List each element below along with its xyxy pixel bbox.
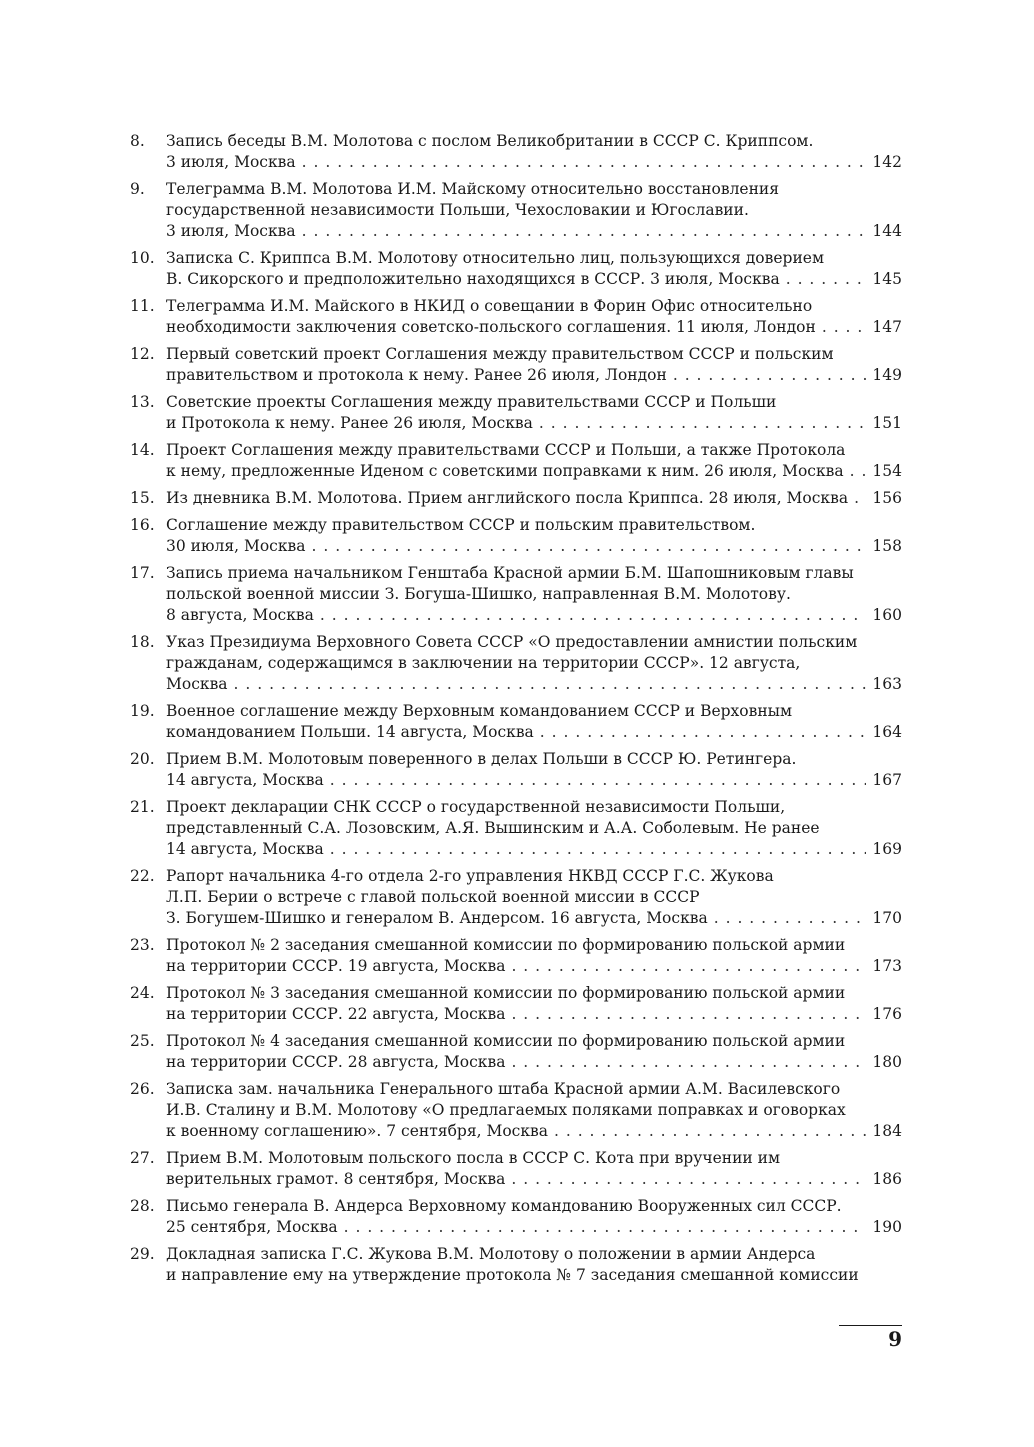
entry-title-tail: на территории СССР. 28 августа, Москва	[166, 1053, 506, 1071]
entry-body	[166, 488, 902, 509]
dot-leader	[330, 770, 866, 791]
entry-page-number: 163	[872, 675, 902, 693]
entry-body	[166, 1196, 902, 1238]
entry-body	[166, 797, 902, 860]
entry-title-tail: 3 июля, Москва	[166, 153, 296, 171]
dot-leader	[673, 365, 866, 386]
entry-number: 10.	[130, 249, 155, 267]
entry-number: 15.	[130, 489, 155, 507]
entry-title-tail: В. Сикорского и предположительно находящихся в СССР. 3 июля, Москва	[166, 270, 780, 288]
dot-leader	[302, 221, 866, 242]
entry-body	[166, 296, 902, 338]
dot-leader	[822, 317, 866, 338]
entry-page-number: 190	[872, 1218, 902, 1236]
entry-body	[166, 935, 902, 977]
entry-title-line: Записка зам. начальника Генерального штаба Красной армии А.М. Василевского	[166, 1080, 841, 1098]
entry-title-line: Письмо генерала В. Андерса Верховному командованию Вооруженных сил СССР.	[166, 1197, 842, 1215]
entry-last-line	[166, 1052, 902, 1073]
toc-entry	[130, 131, 902, 173]
entry-title-line: Л.П. Берии о встрече с главой польской военной миссии в СССР	[166, 888, 700, 906]
dot-leader	[234, 674, 866, 695]
entry-last-line	[166, 1004, 902, 1025]
entry-number: 12.	[130, 345, 155, 363]
toc-entry	[130, 179, 902, 242]
entry-title-tail: 3 июля, Москва	[166, 222, 296, 240]
entry-body	[166, 179, 902, 242]
entry-title-tail: 8 августа, Москва	[166, 606, 314, 624]
entry-body	[166, 1079, 902, 1142]
dot-leader	[302, 152, 866, 173]
entry-number: 28.	[130, 1197, 155, 1215]
entry-number: 18.	[130, 633, 155, 651]
dot-leader	[511, 1004, 866, 1025]
entry-title-line: гражданам, содержащимся в заключении на территории СССР». 12 августа,	[166, 654, 801, 672]
entry-last-line	[166, 956, 902, 977]
dot-leader	[330, 839, 866, 860]
entry-last-line	[166, 488, 902, 509]
entry-number: 22.	[130, 867, 155, 885]
dot-leader	[312, 536, 867, 557]
dot-leader	[786, 269, 866, 290]
entry-last-line	[166, 1121, 902, 1142]
entry-last-line	[166, 722, 902, 743]
entry-title-tail: 25 сентября, Москва	[166, 1218, 338, 1236]
entry-title-line: И.В. Сталину и В.М. Молотову «О предлагаемых поляками поправках и оговорках	[166, 1101, 846, 1119]
entry-page-number: 176	[872, 1005, 902, 1023]
entry-title-tail: 14 августа, Москва	[166, 771, 324, 789]
entry-number: 17.	[130, 564, 155, 582]
entry-last-line	[166, 221, 902, 242]
entry-title-tail: необходимости заключения советско-польского соглашения. 11 июля, Лондон	[166, 318, 816, 336]
entry-body	[166, 248, 902, 290]
entry-title-tail: 30 июля, Москва	[166, 537, 306, 555]
entry-number: 24.	[130, 984, 155, 1002]
dot-leader	[854, 488, 866, 509]
dot-leader	[511, 1169, 866, 1190]
entry-title-line: Проект декларации СНК СССР о государственной независимости Польши,	[166, 798, 786, 816]
entry-body	[166, 983, 902, 1025]
entry-title-tail: на территории СССР. 19 августа, Москва	[166, 957, 506, 975]
entry-title-line: Прием В.М. Молотовым польского посла в СССР С. Кота при вручении им	[166, 1149, 781, 1167]
entry-number: 23.	[130, 936, 155, 954]
entry-title-tail: верительных грамот. 8 сентября, Москва	[166, 1170, 506, 1188]
entry-title-tail: к нему, предложенные Иденом с советскими поправками к ним. 26 июля, Москва	[166, 462, 844, 480]
entry-title-line: Докладная записка Г.С. Жукова В.М. Молотову о положении в армии Андерса	[166, 1245, 816, 1263]
entry-page-number: 145	[872, 270, 902, 288]
entry-page-number: 144	[872, 222, 902, 240]
entry-page-number: 167	[872, 771, 902, 789]
entry-title-line: Протокол № 3 заседания смешанной комиссии по формированию польской армии	[166, 984, 846, 1002]
entry-page-number: 160	[872, 606, 902, 624]
entry-number: 20.	[130, 750, 155, 768]
table-of-contents	[130, 131, 902, 1292]
entry-title-line: и направление ему на утверждение протокола № 7 заседания смешанной комиссии	[166, 1266, 859, 1284]
toc-entry	[130, 701, 902, 743]
entry-number: 27.	[130, 1149, 155, 1167]
entry-title-tail: и Протокола к нему. Ранее 26 июля, Москва	[166, 414, 533, 432]
entry-body	[166, 344, 902, 386]
entry-title-tail: 14 августа, Москва	[166, 840, 324, 858]
entry-body	[166, 440, 902, 482]
toc-entry	[130, 248, 902, 290]
entry-title-line: Военное соглашение между Верховным командованием СССР и Верховным	[166, 702, 793, 720]
entry-title-line: Указ Президиума Верховного Совета СССР «О предоставлении амнистии польским	[166, 633, 858, 651]
entry-title-line: Проект Соглашения между правительствами СССР и Польши, а также Протокола	[166, 441, 846, 459]
toc-entry	[130, 440, 902, 482]
entry-page-number: 158	[872, 537, 902, 555]
toc-entry	[130, 392, 902, 434]
toc-entry	[130, 296, 902, 338]
entry-body	[166, 392, 902, 434]
entry-title-line: Телеграмма И.М. Майского в НКИД о совещании в Форин Офис относительно	[166, 297, 813, 315]
dot-leader	[344, 1217, 866, 1238]
entry-page-number: 164	[872, 723, 902, 741]
entry-title-line: Запись беседы В.М. Молотова с послом Великобритании в СССР С. Криппсом.	[166, 132, 814, 150]
entry-number: 21.	[130, 798, 155, 816]
dot-leader	[511, 956, 866, 977]
dot-leader	[850, 461, 866, 482]
entry-title-line: Советские проекты Соглашения между правительствами СССР и Польши	[166, 393, 777, 411]
entry-title-line: Первый советский проект Соглашения между правительством СССР и польским	[166, 345, 834, 363]
entry-title-line: Запись приема начальником Генштаба Красной армии Б.М. Шапошниковым главы	[166, 564, 854, 582]
toc-entry	[130, 488, 902, 509]
entry-title-line: представленный С.А. Лозовским, А.Я. Вышинским и А.А. Соболевым. Не ранее	[166, 819, 820, 837]
entry-page-number: 149	[872, 366, 902, 384]
footer-rule	[839, 1325, 902, 1326]
dot-leader	[539, 413, 866, 434]
entry-last-line	[166, 269, 902, 290]
entry-body	[166, 131, 902, 173]
entry-number: 26.	[130, 1080, 155, 1098]
page-number: 9	[888, 1327, 902, 1351]
entry-number: 13.	[130, 393, 155, 411]
entry-number: 29.	[130, 1245, 155, 1263]
toc-entry	[130, 632, 902, 695]
entry-number: 25.	[130, 1032, 155, 1050]
toc-entry	[130, 935, 902, 977]
entry-body	[166, 866, 902, 929]
toc-entry	[130, 515, 902, 557]
entry-last-line	[166, 908, 902, 929]
dot-leader	[320, 605, 866, 626]
entry-page-number: 154	[872, 462, 902, 480]
entry-number: 19.	[130, 702, 155, 720]
entry-last-line	[166, 674, 902, 695]
toc-entry	[130, 749, 902, 791]
toc-entry	[130, 1031, 902, 1073]
entry-last-line	[166, 1217, 902, 1238]
entry-title-line: Прием В.М. Молотовым поверенного в делах Польши в СССР Ю. Ретингера.	[166, 750, 797, 768]
toc-entry	[130, 563, 902, 626]
dot-leader	[511, 1052, 866, 1073]
entry-title-tail: к военному соглашению». 7 сентября, Москва	[166, 1122, 548, 1140]
entry-number: 8.	[130, 132, 145, 150]
entry-page-number: 169	[872, 840, 902, 858]
entry-last-line	[166, 605, 902, 626]
entry-title-line: Протокол № 4 заседания смешанной комиссии по формированию польской армии	[166, 1032, 846, 1050]
entry-title-line: Протокол № 2 заседания смешанной комиссии по формированию польской армии	[166, 936, 846, 954]
entry-last-line	[166, 536, 902, 557]
entry-page-number: 186	[872, 1170, 902, 1188]
entry-number: 11.	[130, 297, 155, 315]
entry-page-number: 156	[872, 489, 902, 507]
toc-entry	[130, 1244, 902, 1286]
entry-number: 9.	[130, 180, 145, 198]
entry-title-line: Записка С. Криппса В.М. Молотову относительно лиц, пользующихся доверием	[166, 249, 825, 267]
entry-page-number: 173	[872, 957, 902, 975]
entry-last-line	[166, 770, 902, 791]
toc-entry	[130, 344, 902, 386]
entry-body	[166, 563, 902, 626]
toc-entry	[130, 797, 902, 860]
entry-title-tail: правительством и протокола к нему. Ранее 26 июля, Лондон	[166, 366, 667, 384]
entry-body	[166, 1244, 902, 1286]
entry-title-line: государственной независимости Польши, Чехословакии и Югославии.	[166, 201, 749, 219]
entry-last-line	[166, 152, 902, 173]
entry-title-tail: командованием Польши. 14 августа, Москва	[166, 723, 534, 741]
entry-last-line	[166, 365, 902, 386]
entry-last-line	[166, 317, 902, 338]
entry-page-number: 147	[872, 318, 902, 336]
entry-body	[166, 515, 902, 557]
entry-number: 14.	[130, 441, 155, 459]
entry-body	[166, 632, 902, 695]
entry-number: 16.	[130, 516, 155, 534]
entry-title-line: Телеграмма В.М. Молотова И.М. Майскому относительно восстановления	[166, 180, 780, 198]
entry-title-line: Соглашение между правительством СССР и польским правительством.	[166, 516, 756, 534]
entry-page-number: 180	[872, 1053, 902, 1071]
entry-body	[166, 749, 902, 791]
entry-title-tail: Москва	[166, 675, 228, 693]
entry-body	[166, 1031, 902, 1073]
entry-page-number: 151	[872, 414, 902, 432]
dot-leader	[540, 722, 866, 743]
entry-title-tail: Из дневника В.М. Молотова. Прием английского посла Криппса. 28 июля, Москва	[166, 489, 849, 507]
entry-last-line	[166, 461, 902, 482]
dot-leader	[714, 908, 866, 929]
toc-entry	[130, 1196, 902, 1238]
toc-entry	[130, 1148, 902, 1190]
entry-body	[166, 1148, 902, 1190]
entry-title-line: польской военной миссии З. Богуша-Шишко, направленная В.М. Молотову.	[166, 585, 791, 603]
entry-title-tail: З. Богушем-Шишко и генералом В. Андерсом. 16 августа, Москва	[166, 909, 708, 927]
entry-page-number: 184	[872, 1122, 902, 1140]
entry-page-number: 170	[872, 909, 902, 927]
toc-entry	[130, 983, 902, 1025]
entry-last-line	[166, 839, 902, 860]
entry-title-line: Рапорт начальника 4-го отдела 2-го управления НКВД СССР Г.С. Жукова	[166, 867, 774, 885]
entry-body	[166, 701, 902, 743]
dot-leader	[554, 1121, 866, 1142]
entry-page-number: 142	[872, 153, 902, 171]
entry-last-line	[166, 413, 902, 434]
entry-title-tail: на территории СССР. 22 августа, Москва	[166, 1005, 506, 1023]
toc-entry	[130, 1079, 902, 1142]
toc-entry	[130, 866, 902, 929]
entry-last-line	[166, 1169, 902, 1190]
